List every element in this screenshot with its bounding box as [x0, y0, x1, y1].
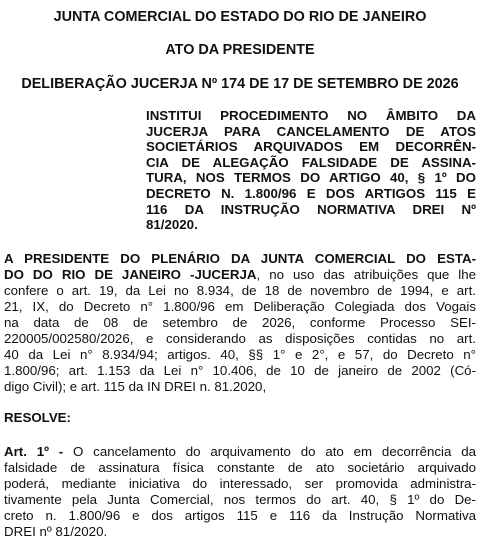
- article-line: falsidade de assinatura física constante de ato societário arquivado: [4, 460, 476, 475]
- act-title: ATO DA PRESIDENTE: [165, 42, 315, 58]
- ementa-line: JUCERJA PARA CANCELAMENTO DE ATOS: [146, 123, 476, 139]
- article-label: Art. 1º -: [4, 444, 64, 459]
- article-line: DREI nº 81/2020.: [4, 524, 108, 539]
- preamble-line: 220005/002580/2026, e considerando as disposições contidas no art.: [4, 331, 476, 346]
- preamble-bold-line: A PRESIDENTE DO PLENÁRIO DA JUNTA COMERCIAL DO ESTA-: [4, 251, 476, 266]
- preamble-line: 1.800/96; art. 1.153 da Lei n° 10.406, de 10 de janeiro de 2002 (Có-: [4, 363, 476, 378]
- ementa-line: DECRETO N. 1.800/96 E DOS ARTIGOS 115 E: [146, 185, 476, 201]
- ementa-line: 81/2020.: [146, 217, 198, 233]
- preamble-paragraph: [4, 251, 476, 395]
- preamble-fragment: , no uso das atribuições que lhe: [256, 267, 476, 282]
- article-fragment: O cancelamento do arquivamento do ato em decorrência da: [63, 444, 477, 459]
- preamble-line: digo Civil); e art. 115 da IN DREI n. 81.2020,: [4, 379, 267, 394]
- deliberation-title: DELIBERAÇÃO JUCERJA Nº 174 DE 17 DE SETEMBRO DE 2026: [21, 76, 459, 92]
- ementa-line: SOCIETÁRIOS ARQUIVADOS EM DECORRÊN-: [146, 139, 476, 155]
- ementa-line: 116 DA INSTRUÇÃO NORMATIVA DREI Nº: [146, 201, 476, 217]
- article-line: tivamente pela Junta Comercial, nos termos do art. 40, § 1º do De-: [4, 492, 476, 507]
- ementa-line: TURA, NOS TERMOS DO ARTIGO 40, § 1º DO: [146, 170, 476, 186]
- article-line: poderá, mediante iniciativa do interessado, ser promovida administra-: [4, 476, 476, 491]
- ementa-line: INSTITUI PROCEDIMENTO NO ÂMBITO DA: [146, 108, 476, 123]
- preamble-line: na data de 08 de setembro de 2026, conforme Processo SEI-: [4, 315, 476, 330]
- article-line: creto n. 1.800/96 e dos artigos 115 e 116 da Instrução Normativa: [4, 508, 476, 523]
- preamble-bold-fragment: DO DO RIO DE JANEIRO -JUCERJA: [4, 267, 257, 282]
- article-1-paragraph: [4, 444, 476, 540]
- preamble-line: confere o art. 19, da Lei no 8.934, de 18 de novembro de 1994, e art.: [4, 283, 476, 298]
- preamble-line: 21, IX, do Decreto n° 1.800/96 em Deliberação Colegiada dos Vogais: [4, 299, 476, 314]
- article-line: [4, 444, 476, 460]
- preamble-line: 40 da Lei n° 8.934/94; artigos. 40, §§ 1° e 2°, e 57, do Decreto n°: [4, 347, 476, 362]
- institution-title: JUNTA COMERCIAL DO ESTADO DO RIO DE JANEIRO: [53, 9, 427, 25]
- preamble-line: [4, 267, 476, 283]
- ementa-block: [146, 108, 476, 233]
- resolve-heading: RESOLVE:: [4, 410, 71, 425]
- ementa-line: CIA DE ALEGAÇÃO FALSIDADE DE ASSINA-: [146, 154, 476, 170]
